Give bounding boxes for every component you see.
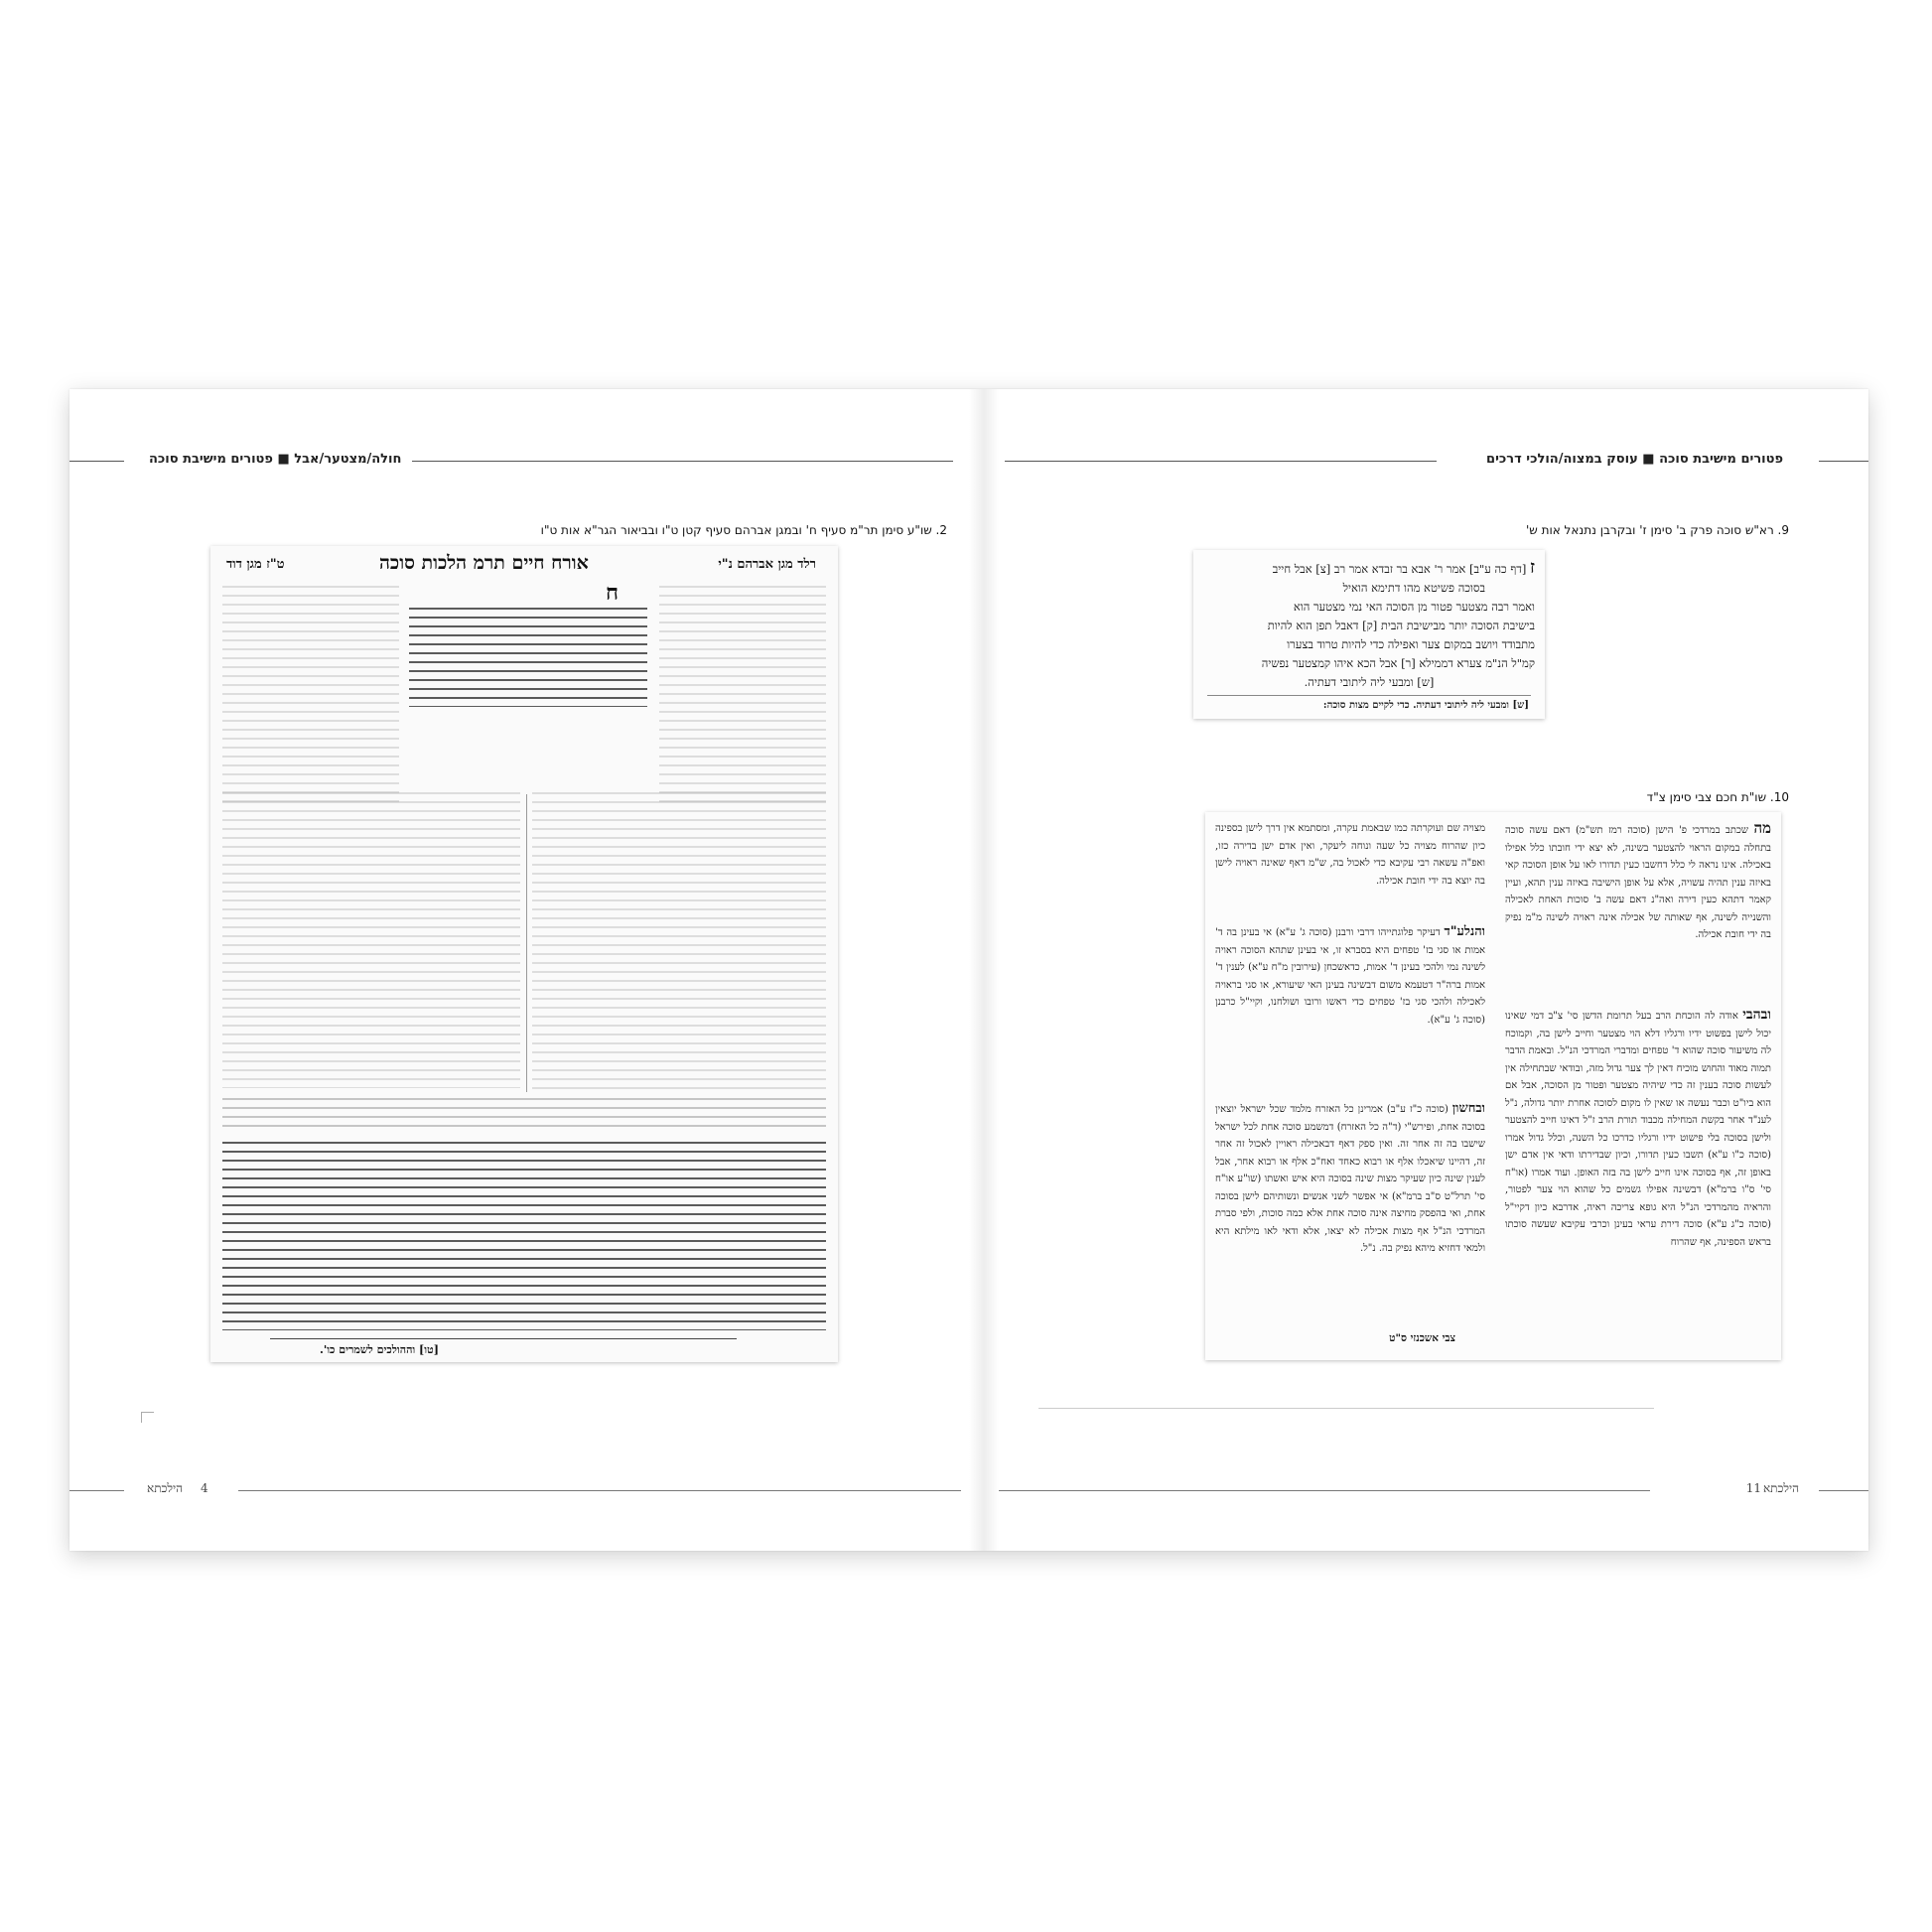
chacham-tzvi-para3: מצויה שם ועוקרתה כמו שבאמת עקרה, ומסתמא אין דרך לישן בספינה כיון שהרוח מצויה כל שעה ונוחה ליעקר, ואין אדם ישן בדירה כזו, ואפ"ה עשאה רבי עקיבא כדי לאכול בה, ש"מ דאף שאינה ראויה לישן בה יוצא בה ידי חובת אכילה. <box>1215 823 1485 887</box>
header-rule-outer <box>69 461 124 462</box>
footer-rule-outer <box>1819 1490 1868 1491</box>
commentary-transition <box>222 1098 826 1134</box>
footer-rule <box>238 1490 961 1491</box>
left-source-caption: 2. שו"ע סימן תר"מ סעיף ח' ובמגן אברהם סעיף קטן ט"ו ובביאור הגר"א אות ט"ו <box>540 523 947 537</box>
para-head-word: ובחשון <box>1451 1101 1485 1116</box>
chacham-tzvi-para5 <box>1215 1100 1485 1311</box>
para-text: אודה לה הוכחת הרב בעל תרומת הדשן סי' צ"ב דמי שאינו יכול לישן בפשוט ידיו ורגליו דלא הוי מצטער וחייב לישן בה, וקמוכח לה משיעור סוכה שהוא ד' טפחים ומדברי המרדכי הנ"ל. ובאמת הדבר תמוה מאוד והחוש מוכיח דאין לך צער גדול מזה, ובודאי שבתחילה אין לעשות סוכה בענין זה כדי שיהיה מצטער ופטור מן הסוכה, אבל אם הוא ביו"ט וכבר נעשה או שאין לו מקום לסוכה אחרת יותר גדולה, נ"ל לענ"ד אחר בקשת המחילה מכבוד תורת הרב ז"ל דאינו חייב להצטער ולישן בסוכה בלי פישוט ידיו ורגליו כדרכו כל השנה, וכלל גדול אמרו (סוכה כ"ו ע"א) תשבו כעין תדורו, וכיון שבדירתו ודאי אין אדם ישן באופן זה, אף בסוכה אינו חייב לישן בה בזה האופן. ועוד אמרו (או"ח סי' ס"ו ברמ"א) דבשינה אפילו גשמים כל שהוא הוי צער לפטור, והראיה מהמרדכי הנ"ל היא גופא צריכה ראיה, אדרבא כיון דקיי"ל (סוכה כ"ג ע"א) סוכה דירת עראי בעינן וכרבי עקיבא שעשה סוכתו בראש הספינה, אף שהרוח <box>1505 1011 1771 1248</box>
scan-bottom-line: [טו] וההולכים לשמרים כו'. <box>320 1343 439 1356</box>
left-page <box>69 389 969 1551</box>
para-head-word: והנלע"ד <box>1444 924 1485 939</box>
right-footer-label: הילכתא <box>1762 1481 1799 1495</box>
rosh-line: [ש] ומבעי ליה ליתובי דעתיה. <box>1304 675 1435 689</box>
book-gutter <box>969 389 999 1551</box>
chacham-tzvi-para2 <box>1505 1007 1771 1356</box>
rosh-footnote: [ש] ומבעי ליה ליתובי דעתיה. כדי לקיים מצות סוכה: <box>1322 700 1529 711</box>
left-page-header: חולה/מצטער/אבל ■ פטורים מישיבת סוכה <box>149 452 402 467</box>
header-rule-outer <box>1819 461 1868 462</box>
rosh-line: ואמר רבה מצטער פטור מן הסוכה האי נמי מצטער הוא <box>1293 600 1535 614</box>
rosh-text <box>1203 558 1535 692</box>
para-head-word: מה <box>1753 820 1771 837</box>
left-footer-label: הילכתא <box>147 1481 184 1495</box>
left-page-number: 4 <box>201 1481 208 1495</box>
chacham-tzvi-caption: 10. שו"ת חכם צבי סימן צ"ד <box>1646 790 1789 804</box>
para-text: דעיקר פלוגתייהו דרבי ורבנן (סוכה ג' ע"א) אי בעינן בה ד' אמות או סגי בז' טפחים היא בסברא זו, אי בעינן שתהא הסוכה ראויה לשינה נמי ולהכי בעינן ד' אמות, כדאשכחן (עירובין מ"ח ע"א) לענין ד' אמות ברה"ר דטעמא משום דבשינה בעינן האי שיעורא, או סגי בראויה לאכילה ולהכי סגי בז' טפחים כדי ראשו ורובו ושולחנו, וקיי"ל כרבנן (סוכה ג' ע"א). <box>1215 927 1485 1026</box>
rosh-source-caption: 9. רא"ש סוכה פרק ב' סימן ז' ובקרבן נתנאל אות ש' <box>1525 523 1789 537</box>
rosh-line: [דף כה ע"ב] אמר ר' אבא בר זבדא אמר רב [צ] אבל חייב <box>1272 562 1527 576</box>
rosh-footnote-rule <box>1207 695 1531 696</box>
chacham-tzvi-scan <box>1205 812 1781 1360</box>
chacham-tzvi-para1 <box>1505 820 1771 997</box>
rosh-line: בסוכה פשיטא מהו דתימא הואיל <box>1342 581 1485 595</box>
main-text-block <box>409 608 647 707</box>
scan-bottom-rule <box>270 1338 737 1339</box>
footer-rule <box>999 1490 1650 1491</box>
commentary-lower-right <box>532 792 826 1090</box>
right-page <box>999 389 1868 1551</box>
para-head-word: ובהבי <box>1742 1007 1771 1023</box>
commentary-lower-left <box>222 792 520 1088</box>
rosh-line: קמ"ל הנ"מ צערא דממילא [ר] אבל הכא איהו קמצטער נפשיה <box>1261 656 1535 670</box>
page-corner-mark <box>141 1412 154 1423</box>
rosh-big-letter: ז <box>1529 558 1535 578</box>
column-divider <box>526 794 527 1092</box>
scan-page-heading-right: רלד מגן אברהם נ"י <box>718 557 816 572</box>
header-rule <box>412 461 953 462</box>
rosh-line: מתבודד ויושב במקום צער ואפילה כדי להיות טרוד בצערו <box>1287 637 1535 651</box>
mishna-berura-block <box>222 1142 826 1330</box>
scan-page-heading-center: אורח חיים תרמ הלכות סוכה <box>379 552 589 574</box>
taz-column-top <box>222 586 399 806</box>
magen-avraham-column-top <box>659 586 826 806</box>
scan-big-letter: ח <box>606 580 620 606</box>
chacham-tzvi-para4 <box>1215 923 1485 1082</box>
right-page-number: 11 <box>1745 1481 1761 1495</box>
page-shadow-rule <box>1038 1408 1654 1409</box>
para-text: (סוכה כ"ז ע"ב) אמרינן כל האזרח מלמד שכל ישראל יוצאין בסוכה אחת, ופירש"י (ד"ה כל האזרח) דמשמע סוכה אחת לכל ישראל שישבו בה זה אחר זה. ואין ספק דאף דבאכילה ראויין לאכול זה אחר זה, דהיינו שיאכלו אלף או רבוא כאחד ואח"כ אלף או רבוא אחר, אבל לענין שינה כיון שעיקר מצות שינה בסוכה היא איש ואשתו (שו"ע או"ח סי' תרל"ט ס"ב ברמ"א) אי אפשר לשני אנשים ונשותיהם לישן בסוכה אחת, ואי בהפסק מחיצה אינה סוכה אחת אלא כמה סוכות, ולפי סברת המרדכי הנ"ל אף מצות אכילה לא יצאו, אלא ודאי לאו מילתא היא ולמאי דחזיא מיהא נפיק בה. נ"ל. <box>1215 1104 1485 1254</box>
para-text: שכתב במרדכי פ' הישן (סוכה רמז תש"מ) דאם עשה סוכה בתחלה במקום הראוי להצטער בשינה, לא יצא ידי חובתו כלל אפילו באכילה. אינו נראה לי כלל דחשבו כעין תדורו לאו על אופן הסוכה קאי באיזה ענין תהיה עשויה, אלא על אופן הישיבה באיזה ענין תהא, ועיין קאמר דתהא כעין דירה ואה"נ דאם עשה ב' סוכות האחת לאכילה והשנייה לשינה, אף שאותה של אכילה אינה ראויה לשינה מ"מ נפיק בה ידי חובת אכילה. <box>1505 825 1771 940</box>
signature: צבי אשכנזי ס"ט <box>1389 1332 1455 1344</box>
right-page-header: פטורים מישיבת סוכה ■ עוסק במצוה/הולכי דרכים <box>1486 452 1783 467</box>
footer-rule-outer <box>69 1490 124 1491</box>
scan-page-heading-left: ט"ז מגן דוד <box>226 557 285 572</box>
rosh-scan <box>1193 550 1545 719</box>
rosh-line: בישיבת הסוכה יותר מבישיבת הבית [ק] דאבל תפן הוא להיות <box>1267 619 1535 632</box>
book-spread <box>69 389 1868 1551</box>
header-rule <box>1005 461 1437 462</box>
shulchan-aruch-scan <box>210 546 838 1362</box>
